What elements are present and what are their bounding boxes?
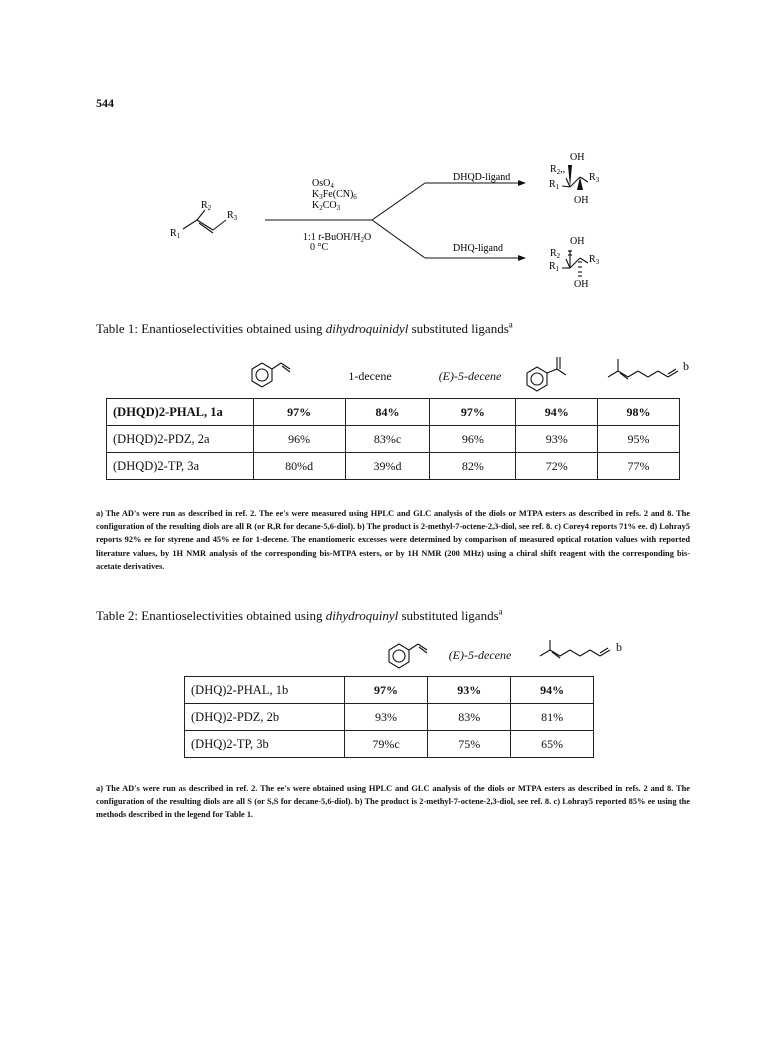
table2-header-5-decene: (E)-5-decene <box>448 648 512 662</box>
value-cell: 94% <box>516 399 598 426</box>
upper-oh-top: OH <box>570 152 585 163</box>
lower-r3: $R_3$ <box>589 254 600 266</box>
label-r1: $R_1$ <box>170 228 181 240</box>
value-cell: 93% <box>428 677 511 704</box>
table-row <box>107 453 680 480</box>
upper-r3: $R_3$ <box>589 172 600 184</box>
table-row <box>107 426 680 453</box>
value-cell: 94% <box>511 677 594 704</box>
ligand-cell: (DHQ)2-PDZ, 2b <box>185 704 345 731</box>
table2 <box>184 676 594 758</box>
value-cell: 75% <box>428 731 511 758</box>
ligand-cell: (DHQ)2-PHAL, 1b <box>185 677 345 704</box>
value-cell: 81% <box>511 704 594 731</box>
table1 <box>106 398 680 480</box>
reagent-3: $K_2CO_3$ <box>312 200 341 212</box>
value-cell: 98% <box>598 399 680 426</box>
lower-r1: $R_1$ <box>549 261 560 273</box>
table2-notes: a) The AD's were run as described in ref. 2. The ee's were obtained using HPLC and GLC analysis of the diols or MTPA esters as described in refs. 2 and 8. The configuration of the resulting diols are all S (or S,S for decane-5,6-diol). b) The product is 2-methyl-7-octene-2,3-diol, see ref. 8. c) Lohray5 reported 85% ee using the methods described in the legend for Table 1. <box>96 784 690 820</box>
ligand-cell: (DHQD)2-PHAL, 1a <box>107 399 254 426</box>
value-cell: 39%d <box>345 453 430 480</box>
upper-diol <box>562 177 588 187</box>
value-cell: 80%d <box>253 453 345 480</box>
value-cell: 96% <box>430 426 516 453</box>
reagent-2: $K_3Fe(CN)_6$ <box>312 189 357 201</box>
value-cell: 65% <box>511 731 594 758</box>
upper-oh-bottom: OH <box>574 195 589 206</box>
lower-oh-bottom: OH <box>574 279 589 290</box>
ligand-cell: (DHQD)2-TP, 3a <box>107 453 254 480</box>
lower-r2: $R_2$ <box>550 248 561 260</box>
value-cell: 93% <box>344 704 428 731</box>
value-cell: 93% <box>516 426 598 453</box>
ligand-cell: (DHQD)2-PDZ, 2a <box>107 426 254 453</box>
solvent: 1:1 $t-BuOH/H_2O$ <box>303 232 372 244</box>
value-cell: 72% <box>516 453 598 480</box>
table-row <box>107 399 680 426</box>
styrene-structure <box>252 363 290 387</box>
reaction-scheme <box>0 0 768 300</box>
lower-oh-top: OH <box>570 236 585 247</box>
table2-caption: Table 2: Enantioselectivities obtained using dihydroquinyl substituted ligands$^a$ <box>96 606 503 623</box>
upper-ligand-label: DHQD-ligand <box>453 172 511 183</box>
value-cell: 79%c <box>344 731 428 758</box>
starting-alkene <box>183 210 226 233</box>
value-cell: 97% <box>253 399 345 426</box>
methylstyrene-structure <box>527 357 566 391</box>
table-row <box>185 677 594 704</box>
diene-structure <box>608 359 678 379</box>
label-r3: $R_3$ <box>227 210 238 222</box>
table2-header-footnote-b: b <box>616 640 622 654</box>
label-r2: $R_2$ <box>201 200 212 212</box>
table1-header-footnote-b: b <box>683 359 689 373</box>
value-cell: 95% <box>598 426 680 453</box>
table1-header-5-decene: (E)-5-decene <box>438 369 502 383</box>
table2-substrate-structures <box>0 638 768 674</box>
lower-diol <box>562 250 588 276</box>
upper-r1: $R_1$ <box>549 179 560 191</box>
lower-ligand-label: DHQ-ligand <box>453 243 503 254</box>
value-cell: 96% <box>253 426 345 453</box>
reagent-1: OsO$_4$ <box>312 178 334 190</box>
ligand-cell: (DHQ)2-TP, 3b <box>185 731 345 758</box>
value-cell: 84% <box>345 399 430 426</box>
table-row <box>185 704 594 731</box>
temperature: 0 °C <box>310 242 329 253</box>
table-row <box>185 731 594 758</box>
page-number: 544 <box>96 96 114 110</box>
value-cell: 77% <box>598 453 680 480</box>
value-cell: 83% <box>428 704 511 731</box>
upper-r2: $R_2$,, <box>550 164 566 176</box>
table1-caption: Table 1: Enantioselectivities obtained using dihydroquinidyl substituted ligands$^a$ <box>96 319 513 336</box>
table1-header-1-decene: 1-decene <box>348 369 392 383</box>
table1-notes: a) The AD's were run as described in ref. 2. The ee's were measured using HPLC and GLC analysis of the diols or MTPA esters as described in refs. 2 and 8. The configuration of the resulting diols are all R (or R,R for decane-5,6-diol). b) The product is 2-methyl-7-octene-2,3-diol, see ref. 8. c) Corey4 reports 71% ee. d) Lohray5 reports 92% ee for styrene and 45% ee for 1-decene. The enantiomeric excesses were determined by comparison of measured optical rotation values with reported literature values, by 1H NMR analysis of the corresponding bis-MTPA esters, or by 1H NMR (200 MHz) using a chiral shift reagent with the corresponding bis-acetate derivatives. <box>96 509 690 571</box>
value-cell: 83%c <box>345 426 430 453</box>
styrene-structure <box>389 644 427 668</box>
diene-structure <box>540 640 610 658</box>
value-cell: 97% <box>344 677 428 704</box>
value-cell: 82% <box>430 453 516 480</box>
value-cell: 97% <box>430 399 516 426</box>
